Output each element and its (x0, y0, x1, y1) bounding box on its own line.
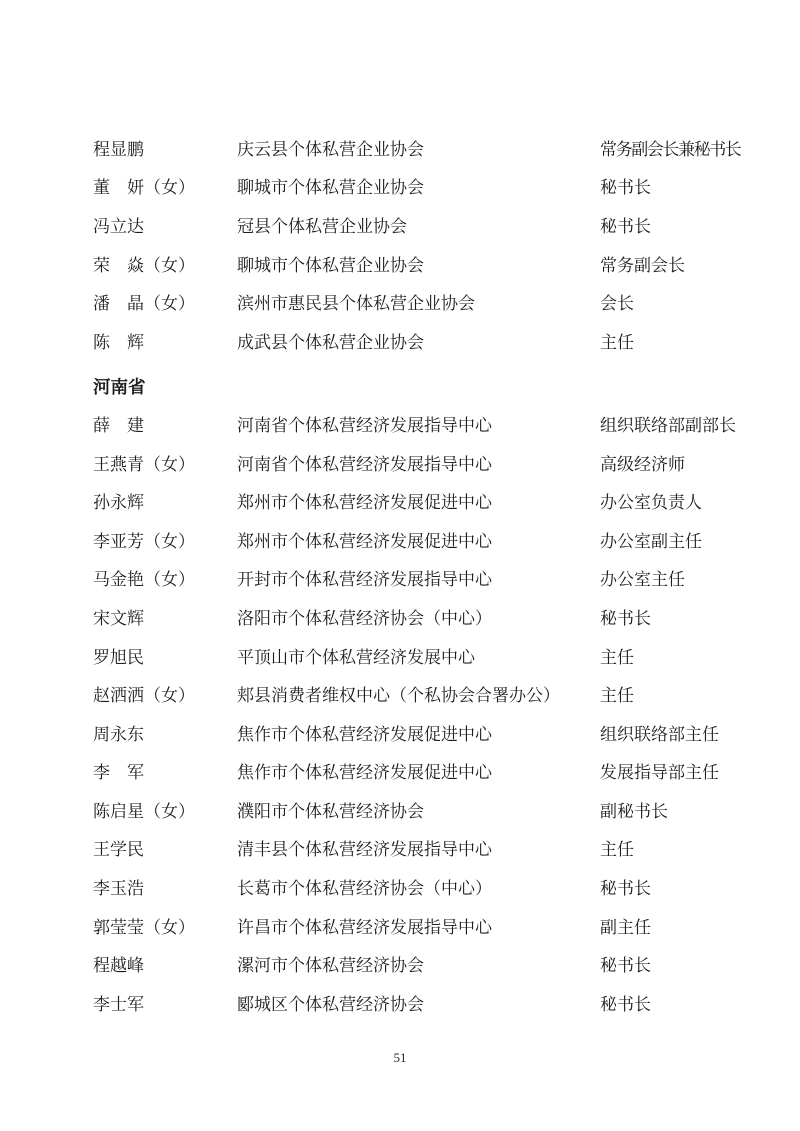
table-row (93, 908, 753, 947)
table-row (93, 754, 753, 793)
organization-name: 焦作市个体私营经济发展促进中心 (237, 763, 492, 783)
organization-name: 濮阳市个体私营经济协会 (237, 801, 424, 821)
organization-name: 成武县个体私营企业协会 (237, 332, 424, 352)
organization-name: 许昌市个体私营经济发展指导中心 (237, 917, 492, 937)
position-title: 会长 (600, 294, 634, 314)
position-title: 组织联络部主任 (600, 724, 719, 744)
table-row (93, 715, 753, 754)
person-name: 薛 建 (93, 415, 144, 435)
table-row (93, 792, 753, 831)
position-title: 秘书长 (600, 178, 651, 198)
table-row (93, 483, 753, 522)
organization-name: 郑州市个体私营经济发展促进中心 (237, 531, 492, 551)
position-title: 发展指导部主任 (600, 763, 719, 783)
position-title: 办公室副主任 (600, 531, 702, 551)
person-name: 程显鹏 (93, 139, 144, 159)
organization-name: 聊城市个体私营企业协会 (237, 255, 424, 275)
organization-name: 郑州市个体私营经济发展促进中心 (237, 493, 492, 513)
person-name: 程越峰 (93, 956, 144, 976)
person-name: 李玉浩 (93, 879, 144, 899)
position-title: 秘书长 (600, 608, 651, 628)
person-name: 赵洒洒（女） (93, 686, 195, 706)
page-number: 51 (393, 1050, 407, 1065)
table-row (93, 522, 753, 561)
person-name: 陈 辉 (93, 332, 144, 352)
person-name: 李亚芳（女） (93, 531, 195, 551)
roster-table (93, 130, 753, 1024)
table-row (93, 638, 753, 677)
table-row (93, 445, 753, 484)
province-section-header: 河南省 (93, 377, 146, 398)
table-row (93, 831, 753, 870)
organization-name: 河南省个体私营经济发展指导中心 (237, 415, 492, 435)
organization-name: 聊城市个体私营企业协会 (237, 178, 424, 198)
position-title: 主任 (600, 686, 634, 706)
table-row (93, 599, 753, 638)
organization-name: 庆云县个体私营企业协会 (237, 139, 424, 159)
organization-name: 清丰县个体私营经济发展指导中心 (237, 840, 492, 860)
organization-name: 洛阳市个体私营经济协会（中心） (237, 608, 492, 628)
person-name: 王学民 (93, 840, 144, 860)
table-row (93, 985, 753, 1024)
person-name: 马金艳（女） (93, 570, 195, 590)
person-name: 郭莹莹（女） (93, 917, 195, 937)
person-name: 宋文辉 (93, 608, 144, 628)
position-title: 副主任 (600, 917, 651, 937)
organization-name: 焦作市个体私营经济发展促进中心 (237, 724, 492, 744)
table-row (93, 130, 753, 169)
position-title: 办公室主任 (600, 570, 685, 590)
organization-name: 冠县个体私营企业协会 (237, 216, 407, 236)
position-title: 副秘书长 (600, 801, 668, 821)
organization-name: 平顶山市个体私营经济发展中心 (237, 647, 475, 667)
table-row (93, 946, 753, 985)
person-name: 孙永辉 (93, 493, 144, 513)
position-title: 秘书长 (600, 994, 651, 1014)
person-name: 冯立达 (93, 216, 144, 236)
table-row (93, 169, 753, 208)
organization-name: 滨州市惠民县个体私营企业协会 (237, 294, 475, 314)
table-row (93, 284, 753, 323)
position-title: 常务副会长兼秘书长 (600, 139, 741, 159)
organization-name: 郏县消费者维权中心（个私协会合署办公） (237, 686, 560, 706)
table-row (93, 561, 753, 600)
table-row (93, 246, 753, 285)
table-row (93, 676, 753, 715)
person-name: 李士军 (93, 994, 144, 1014)
table-row (93, 323, 753, 362)
person-name: 周永东 (93, 724, 144, 744)
position-title: 秘书长 (600, 879, 651, 899)
table-row (93, 869, 753, 908)
organization-name: 郾城区个体私营经济协会 (237, 994, 424, 1014)
position-title: 秘书长 (600, 956, 651, 976)
position-title: 主任 (600, 332, 634, 352)
person-name: 罗旭民 (93, 647, 144, 667)
person-name: 董 妍（女） (93, 178, 195, 198)
organization-name: 河南省个体私营经济发展指导中心 (237, 454, 492, 474)
person-name: 荣 焱（女） (93, 255, 195, 275)
table-row (93, 207, 753, 246)
position-title: 主任 (600, 647, 634, 667)
person-name: 李 军 (93, 763, 144, 783)
organization-name: 开封市个体私营经济发展指导中心 (237, 570, 492, 590)
position-title: 主任 (600, 840, 634, 860)
table-row (93, 406, 753, 445)
position-title: 高级经济师 (600, 454, 685, 474)
person-name: 王燕青（女） (93, 454, 195, 474)
position-title: 常务副会长 (600, 255, 685, 275)
organization-name: 漯河市个体私营经济协会 (237, 956, 424, 976)
position-title: 办公室负责人 (600, 493, 702, 513)
position-title: 组织联络部副部长 (600, 415, 736, 435)
position-title: 秘书长 (600, 216, 651, 236)
organization-name: 长葛市个体私营经济协会（中心） (237, 879, 492, 899)
person-name: 陈启星（女） (93, 801, 195, 821)
person-name: 潘 晶（女） (93, 294, 195, 314)
